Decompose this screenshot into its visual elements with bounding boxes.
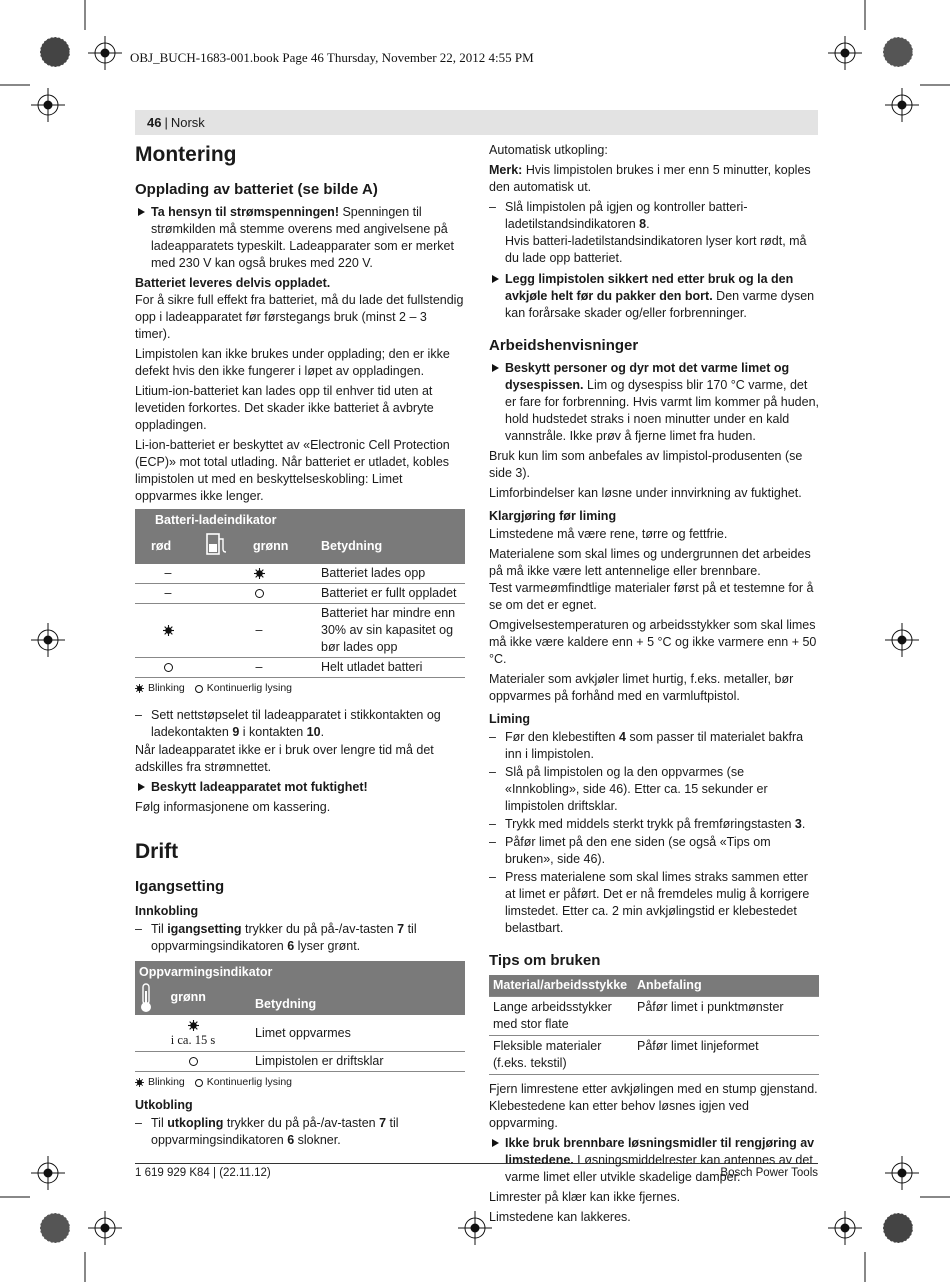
- print-slug: OBJ_BUCH-1683-001.book Page 46 Thursday, November 22, 2012 4:55 PM: [130, 50, 534, 65]
- step-apply-glue: – Påfør limet på den ene siden (se også «Tips om bruken», side 46).: [489, 834, 819, 868]
- right-column: [489, 140, 819, 1229]
- col-header-red: rød: [151, 539, 172, 553]
- step-heat-up: – Slå på limpistolen og la den oppvarmes (se «Innkobling», side 46). Etter ca. 15 sekunder er limpistolen driftsklar.: [489, 764, 819, 815]
- heading-montering: Montering: [135, 143, 237, 166]
- heading-utkobling: Utkobling: [135, 1098, 193, 1112]
- table-row: Limpistolen er driftsklar: [135, 1052, 465, 1072]
- col-header-material: Material/arbeidsstykke: [489, 975, 633, 997]
- ring-icon: [195, 685, 203, 693]
- table-row: Lange arbeidsstykker med stor flate Påfør limet i punktmønster: [489, 997, 819, 1036]
- safety-bullet-voltage: Ta hensyn til strømspenningen! Spenningen til strømkilden må stemme overens med angivelsene på ladeapparatets typeskilt. Ladeapparater som er merket med 230 V kan også brukes med 220 V.: [135, 204, 465, 272]
- table-title: Batteri-ladeindikator: [155, 513, 277, 527]
- heading-opplading: Opplading av batteriet (se bilde A): [135, 181, 378, 198]
- blink-icon: [135, 1078, 144, 1087]
- ring-icon: [195, 1079, 203, 1087]
- paragraph: Materialer som avkjøler limet hurtig, f.eks. metaller, bør oppvarmes på forhånd med en varmluftpistol.: [489, 672, 794, 703]
- footer-brand: Bosch Power Tools: [720, 1167, 818, 1179]
- battery-indicator-table: [135, 509, 465, 678]
- note-paragraph: Merk: Hvis limpistolen brukes i mer enn 5 minutter, koples den automatisk ut.: [489, 163, 811, 194]
- partial-charge-note: Batteriet leveres delvis oppladet. For å sikre full effekt fra batteriet, må du lade det fullstendig opp i ladeapparatet før førstegangs bruk (minst 2 – 3 timer).: [135, 276, 464, 341]
- paragraph: Limstedene må være rene, tørre og fettfrie.: [489, 527, 728, 541]
- ring-icon: [135, 658, 201, 678]
- thermometer-header-cell: [135, 981, 251, 1015]
- table-row: – Batteriet lades opp: [135, 564, 465, 584]
- table-row: – Batteriet har mindre enn 30% av sin kapasitet og bør lades opp: [135, 604, 465, 658]
- col-header-recommendation: Anbefaling: [633, 975, 819, 997]
- battery-plug-icon: [201, 529, 249, 564]
- heating-indicator-table: [135, 961, 465, 1072]
- heading-klargjoring: Klargjøring før liming: [489, 509, 617, 523]
- step-press-materials: – Press materialene som skal limes straks sammen etter at limet er påført. Det er nå fremdeles mulig å korrigere limstedet. Etter ca. 2 min avkjølingstid er klebestedet belastbart.: [489, 869, 819, 937]
- page-header: [135, 110, 818, 135]
- col-header-meaning: Betydning: [321, 539, 383, 553]
- step-switch-on: – Til igangsetting trykker du på på-/av-tasten 7 til oppvarmingsindikatoren 6 lyser grønt.: [135, 921, 465, 955]
- left-column: [135, 140, 465, 1150]
- paragraph: Bruk kun lim som anbefales av limpistol-produsenten (se side 3).: [489, 449, 803, 480]
- paragraph: Limstedene kan lakkeres.: [489, 1210, 631, 1224]
- col-header-meaning: Betydning: [255, 996, 317, 1011]
- safety-bullet-moisture: Beskytt ladeapparatet mot fuktighet!: [135, 779, 465, 796]
- footer-doc-number: 1 619 929 K84 | (22.11.12): [135, 1167, 271, 1179]
- step-insert-glue-stick: – Før den klebestiften 4 som passer til materialet bakfra inn i limpistolen.: [489, 729, 819, 763]
- ring-icon: [201, 584, 317, 604]
- heading-innkobling: Innkobling: [135, 904, 199, 918]
- header-language: Norsk: [170, 115, 205, 130]
- table-row: – Batteriet er fullt oppladet: [135, 584, 465, 604]
- footer-rule: [135, 1163, 818, 1164]
- heading-arbeidshenvisninger: Arbeidshenvisninger: [489, 337, 639, 354]
- heading-tips: Tips om bruken: [489, 952, 601, 969]
- paragraph: Limrester på klær kan ikke fjernes.: [489, 1190, 681, 1204]
- heading-liming: Liming: [489, 712, 530, 726]
- paragraph: Li-ion-batteriet er beskyttet av «Electronic Cell Protection (ECP)» mot total utlading. Når batteriet er utladet, kobles limpistolen ut med en beskyttelseskobling: Limet oppvarmes ikke lenger.: [135, 438, 450, 503]
- step-connect-charger: – Sett nettstøpselet til ladeapparatet i stikkontakten og ladekontakten 9 i kontakten 10.: [135, 707, 465, 741]
- paragraph: Limpistolen kan ikke brukes under opplading; den er ikke defekt hvis den ikke fungerer i løpet av oppladingen.: [135, 347, 450, 378]
- table-row: Fleksible materialer (f.eks. tekstil) Påfør limet linjeformet: [489, 1036, 819, 1075]
- blink-icon: [188, 1020, 199, 1031]
- col-header-green: grønn: [170, 990, 206, 1005]
- thermometer-icon: [139, 983, 153, 1013]
- blink-icon: [201, 564, 317, 584]
- safety-bullet-cooldown: Legg limpistolen sikkert ned etter bruk og la den avkjøle helt før du pakker den bort. Den varme dysen kan forårsake skader og/eller forbrenninger.: [489, 271, 819, 322]
- safety-bullet-solvents: Ikke bruk brennbare løsningsmidler til rengjøring av limstedene. Løsningsmiddelrester kan antennes av det varme limet eller utvikle skadelige damper.: [489, 1135, 819, 1186]
- ring-icon: [135, 1052, 251, 1072]
- heading-drift: Drift: [135, 840, 179, 863]
- paragraph: Fjern limrestene etter avkjølingen med en stump gjenstand. Klebestedene kan etter behov løsnes igjen ved oppvarming.: [489, 1082, 818, 1130]
- step-check-indicator: – Slå limpistolen på igjen og kontroller batteri-ladetilstandsindikatoren 8. Hvis batteri-ladetilstandsindikatoren lyser kort rødt, må du lade opp batteriet.: [489, 199, 819, 267]
- blink-icon: [135, 604, 201, 658]
- paragraph: Følg informasjonene om kassering.: [135, 800, 331, 814]
- paragraph: Omgivelsestemperaturen og arbeidsstykker som skal limes må ikke være kaldere enn + 5 °C og ikke varmere enn + 50 °C.: [489, 618, 817, 666]
- safety-bullet-hot-glue: Beskytt personer og dyr mot det varme limet og dysespissen. Lim og dysespiss blir 170 °C varme, det er fare for forbrenning. Hvis varmt lim kommer på huden, hold hudstedet straks i noen minutter under en kald vannstråle. Ikke prøv å fjerne limet fra huden.: [489, 360, 819, 445]
- col-header-green: grønn: [253, 539, 289, 553]
- symbol-legend: Blinking Kontinuerlig lysing: [135, 1074, 465, 1091]
- page-number: 46: [147, 115, 162, 130]
- symbol-legend: Blinking Kontinuerlig lysing: [135, 680, 465, 697]
- table-row: – Helt utladet batteri: [135, 658, 465, 678]
- heading-igangsetting: Igangsetting: [135, 878, 225, 895]
- paragraph: Litium-ion-batteriet kan lades opp til enhver tid uten at levetiden forkortes. Det skader ikke batteriet å avbryte oppladingen.: [135, 384, 434, 432]
- table-row: i ca. 15 s Limet oppvarmes: [135, 1015, 465, 1052]
- step-switch-off: – Til utkopling trykker du på på-/av-tasten 7 til oppvarmingsindikatoren 6 slokner.: [135, 1115, 465, 1149]
- tips-table: [489, 975, 819, 1075]
- paragraph: Limforbindelser kan løsne under innvirkning av fuktighet.: [489, 486, 802, 500]
- blink-icon: [135, 684, 144, 693]
- step-press-trigger: – Trykk med middels sterkt trykk på fremføringstasten 3.: [489, 816, 819, 833]
- table-title: Oppvarmingsindikator: [139, 965, 273, 979]
- paragraph: Automatisk utkopling:: [489, 143, 608, 157]
- paragraph: Materialene som skal limes og undergrunnen det arbeides på må ikke være lett antennelige eller brennbare. Test varmeømfindtlige materialer først på et testemne for å se om det er egnet.: [489, 547, 814, 612]
- paragraph: Når ladeapparatet ikke er i bruk over lengre tid må det adskilles fra strømnettet.: [135, 743, 434, 774]
- header-separator: |: [164, 115, 168, 130]
